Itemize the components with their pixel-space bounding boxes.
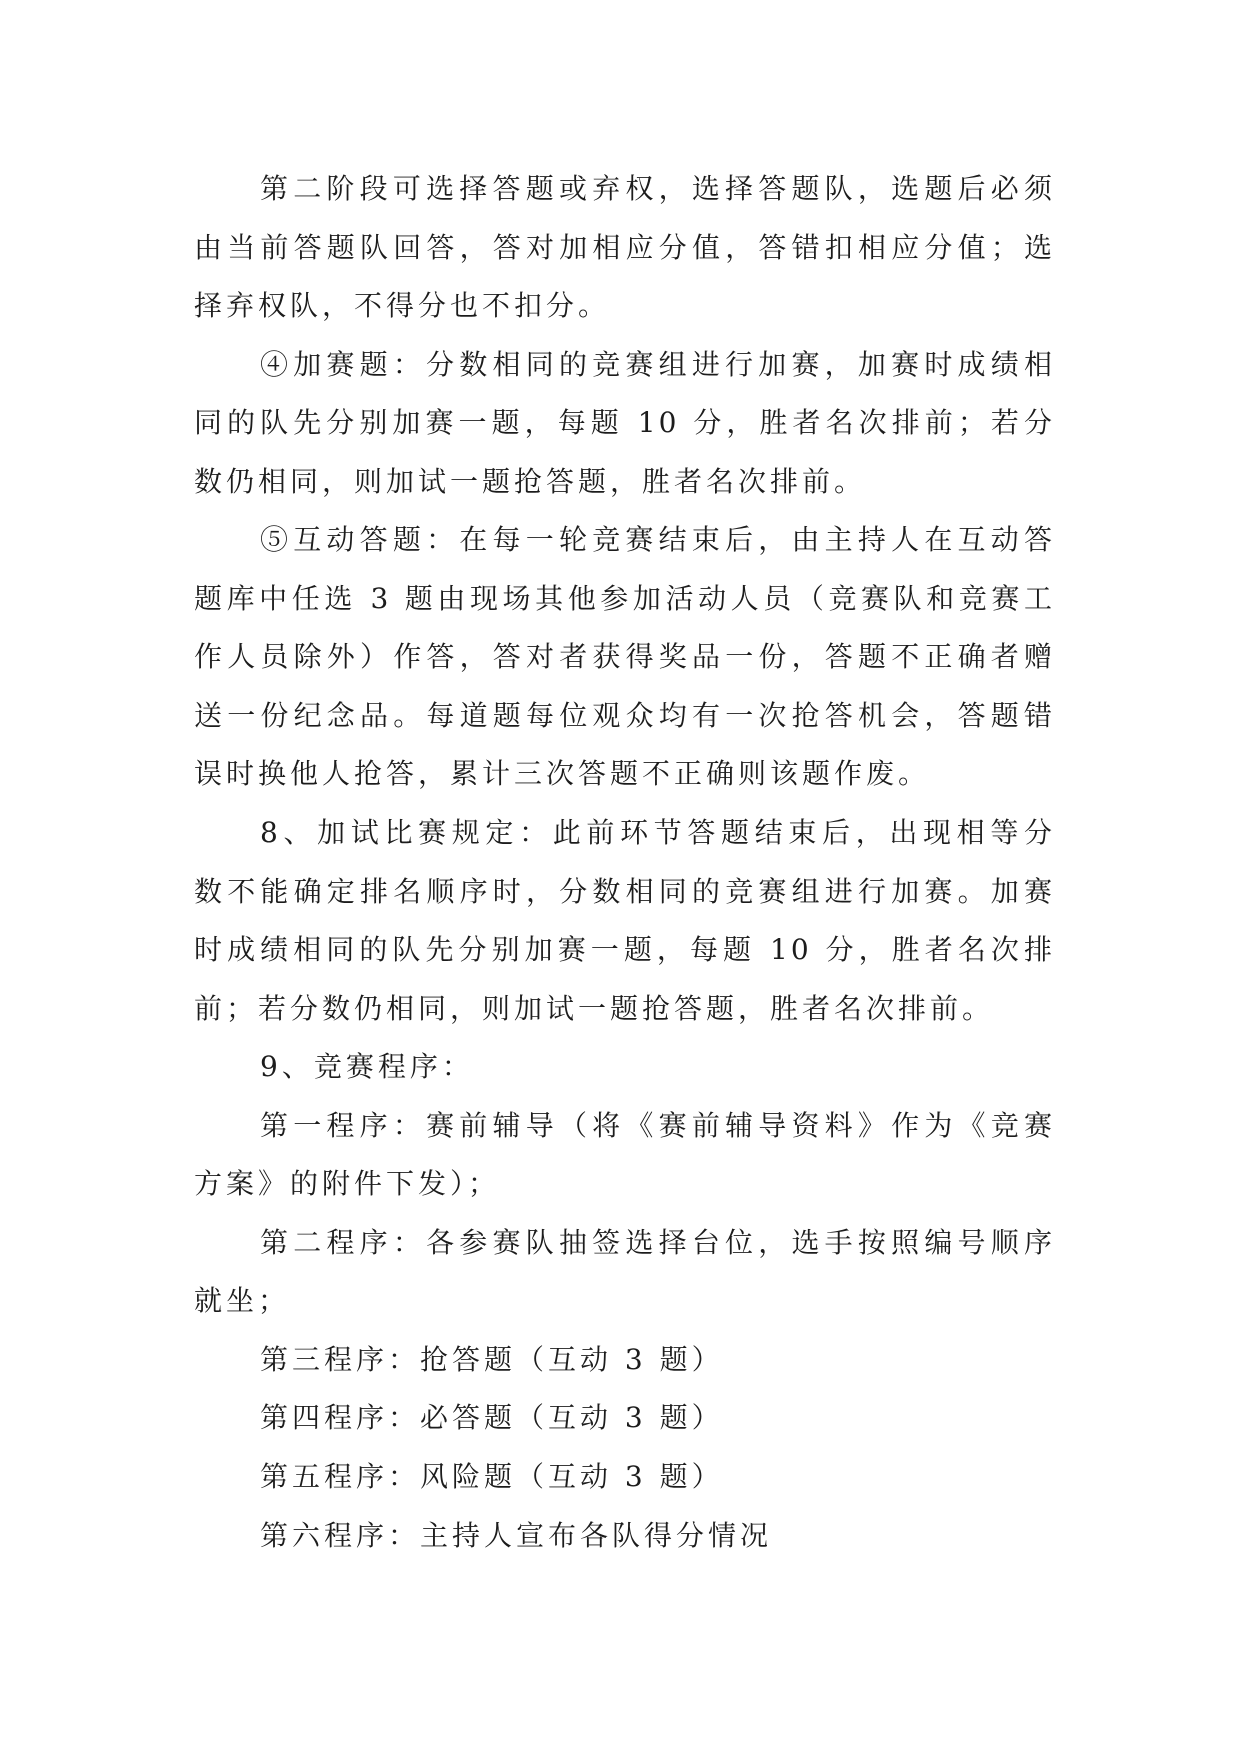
text-line: ⑤互动答题：在每一轮竞赛结束后，由主持人在互动答 [260, 523, 1055, 557]
text-line: 方案》的附件下发）； [194, 1167, 501, 1201]
text-line: 误时换他人抢答，累计三次答题不正确则该题作废。 [194, 757, 931, 791]
text-line: 择弃权队，不得分也不扣分。 [194, 289, 611, 323]
text-line: 8、加试比赛规定：此前环节答题结束后，出现相等分 [260, 816, 1055, 850]
text-line: 由当前答题队回答，答对加相应分值，答错扣相应分值；选 [194, 230, 1055, 264]
document-body [194, 160, 1055, 1565]
procedure-step-6 [194, 1507, 1055, 1566]
paragraph-tiebreak-question [194, 336, 1055, 512]
text-line: 前；若分数仍相同，则加试一题抢答题，胜者名次排前。 [194, 991, 995, 1025]
text-line: ④加赛题：分数相同的竞赛组进行加赛，加赛时成绩相 [260, 347, 1055, 381]
procedure-step-4 [194, 1389, 1055, 1448]
text-line: 第六程序：主持人宣布各队得分情况 [260, 1518, 773, 1552]
procedure-step-2 [194, 1214, 1055, 1331]
text-line: 就坐； [194, 1284, 291, 1318]
text-line: 第三程序：抢答题（互动 3 题） [260, 1342, 724, 1376]
text-line: 第四程序：必答题（互动 3 题） [260, 1401, 724, 1435]
text-line: 数不能确定排名顺序时，分数相同的竞赛组进行加赛。加赛 [194, 874, 1055, 908]
procedure-step-5 [194, 1448, 1055, 1507]
text-line: 第二阶段可选择答题或弃权，选择答题队，选题后必须 [260, 172, 1055, 205]
text-line: 题库中任选 3 题由现场其他参加活动人员（竞赛队和竞赛工 [194, 581, 1055, 615]
paragraph-tiebreak-rules [194, 804, 1055, 1038]
paragraph-interactive-questions [194, 511, 1055, 804]
text-line: 第五程序：风险题（互动 3 题） [260, 1460, 724, 1494]
text-line: 时成绩相同的队先分别加赛一题，每题 10 分，胜者名次排 [194, 933, 1055, 967]
paragraph-stage-two-rules [194, 160, 1055, 336]
text-line: 同的队先分别加赛一题，每题 10 分，胜者名次排前；若分 [194, 406, 1055, 440]
text-line: 9、竞赛程序： [260, 1050, 474, 1084]
procedure-step-3 [194, 1331, 1055, 1390]
text-line: 第二程序：各参赛队抽签选择台位，选手按照编号顺序 [260, 1225, 1055, 1259]
text-line: 送一份纪念品。每道题每位观众均有一次抢答机会，答题错 [194, 698, 1055, 732]
procedure-step-1 [194, 1097, 1055, 1214]
text-line: 第一程序：赛前辅导（将《赛前辅导资料》作为《竞赛 [260, 1108, 1055, 1142]
text-line: 数仍相同，则加试一题抢答题，胜者名次排前。 [194, 464, 867, 498]
section-heading-competition-procedure [194, 1038, 1055, 1097]
text-line: 作人员除外）作答，答对者获得奖品一份，答题不正确者赠 [194, 640, 1055, 674]
